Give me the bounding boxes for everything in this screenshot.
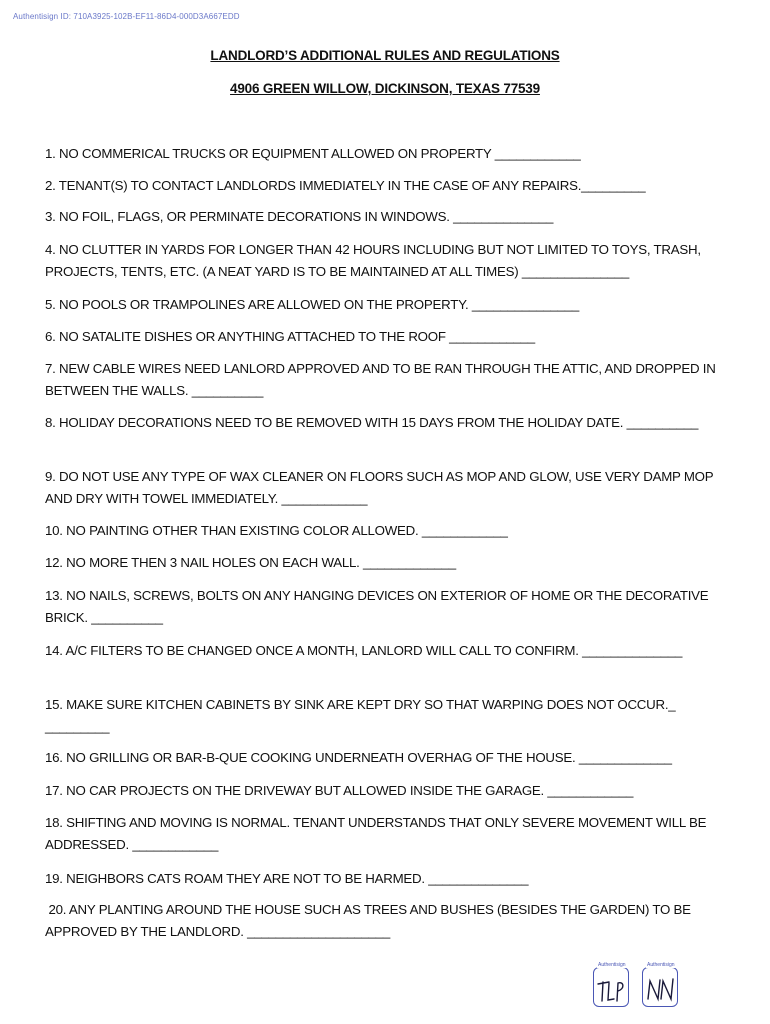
rule-6: 6. NO SATALITE DISHES OR ANYTHING ATTACHED TO THE ROOF ____________	[45, 329, 535, 344]
rule-20: 20. ANY PLANTING AROUND THE HOUSE SUCH AS TREES AND BUSHES (BESIDES THE GARDEN) TO BE APPROVED BY THE LANDLORD. ____________________	[45, 902, 694, 939]
rule-7: 7. NEW CABLE WIRES NEED LANLORD APPROVED AND TO BE RAN THROUGH THE ATTIC, AND DROPPED IN BETWEEN THE WALLS. __________	[45, 361, 720, 398]
rule-10: 10. NO PAINTING OTHER THAN EXISTING COLOR ALLOWED. ____________	[45, 523, 508, 538]
rule-4: 4. NO CLUTTER IN YARDS FOR LONGER THAN 42 HOURS INCLUDING BUT NOT LIMITED TO TOYS, TRASH, PROJECTS, TENTS, ETC. (A NEAT YARD IS TO BE MAINTAINED AT ALL TIMES) _______________	[45, 242, 705, 279]
initial-box-tlp[interactable]	[593, 962, 629, 1007]
rule-13: 13. NO NAILS, SCREWS, BOLTS ON ANY HANGING DEVICES ON EXTERIOR OF HOME OR THE DECORATIVE BRICK. __________	[45, 588, 712, 625]
rule-19: 19. NEIGHBORS CATS ROAM THEY ARE NOT TO BE HARMED. ______________	[45, 871, 529, 886]
property-address: 4906 GREEN WILLOW, DICKINSON, TEXAS 77539	[230, 81, 540, 96]
initial-box-label: Authentisign	[647, 962, 675, 968]
rule-14: 14. A/C FILTERS TO BE CHANGED ONCE A MONTH, LANLORD WILL CALL TO CONFIRM. ______________	[45, 643, 683, 658]
rule-2: 2. TENANT(S) TO CONTACT LANDLORDS IMMEDIATELY IN THE CASE OF ANY REPAIRS._________	[45, 178, 646, 193]
document-title: LANDLORD’S ADDITIONAL RULES AND REGULATIONS	[210, 48, 560, 63]
rule-12: 12. NO MORE THEN 3 NAIL HOLES ON EACH WALL. _____________	[45, 555, 456, 570]
rule-5: 5. NO POOLS OR TRAMPOLINES ARE ALLOWED ON THE PROPERTY. _______________	[45, 297, 580, 312]
tlp-handwritten-initials	[594, 968, 630, 1008]
rule-1: 1. NO COMMERICAL TRUCKS OR EQUIPMENT ALLOWED ON PROPERTY ____________	[45, 146, 581, 161]
rule-3: 3. NO FOIL, FLAGS, OR PERMINATE DECORATIONS IN WINDOWS. ______________	[45, 209, 554, 224]
authsign-id: Authentisign ID: 710A3925-102B-EF11-86D4-000D3A667EDD	[13, 12, 240, 21]
initial-box-label: Authentisign	[598, 962, 626, 968]
rule-17: 17. NO CAR PROJECTS ON THE DRIVEWAY BUT ALLOWED INSIDE THE GARAGE. ____________	[45, 783, 634, 798]
nn-handwritten-initials	[643, 968, 679, 1008]
rule-18: 18. SHIFTING AND MOVING IS NORMAL. TENANT UNDERSTANDS THAT ONLY SEVERE MOVEMENT WILL BE ADDRESSED. ____________	[45, 815, 709, 852]
rule-16: 16. NO GRILLING OR BAR-B-QUE COOKING UNDERNEATH OVERHAG OF THE HOUSE. _____________	[45, 750, 672, 765]
rule-9: 9. DO NOT USE ANY TYPE OF WAX CLEANER ON FLOORS SUCH AS MOP AND GLOW, USE VERY DAMP MOP AND DRY WITH TOWEL IMMEDIATELY. ____________	[45, 469, 716, 506]
initial-box-nn[interactable]	[642, 962, 678, 1007]
rule-8: 8. HOLIDAY DECORATIONS NEED TO BE REMOVED WITH 15 DAYS FROM THE HOLIDAY DATE. __________	[45, 415, 699, 430]
rule-15: 15. MAKE SURE KITCHEN CABINETS BY SINK ARE KEPT DRY SO THAT WARPING DOES NOT OCCUR._ _________	[45, 697, 679, 734]
